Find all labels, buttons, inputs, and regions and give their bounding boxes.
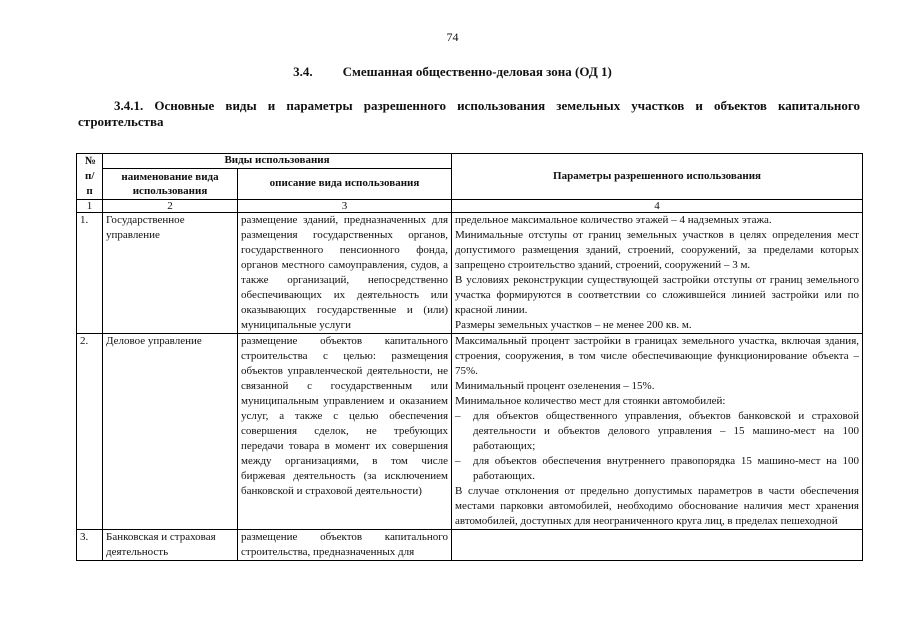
row-description: размещение зданий, предназначенных для размещения государственных органов, государственного пенсионного фонда, органов местного самоуправления, судов, а также организаций, непосредственно обеспечивающих их деятельность или оказывающих государственные и (или) муниципальные услуги — [238, 213, 452, 334]
param-text: предельное максимальное количество этажей – 4 надземных этажа. — [455, 214, 772, 226]
index-cell: 4 — [452, 200, 863, 213]
param-text: В случае отклонения от предельно допустимых параметров в части обеспечения местами парковки автомобилей, необходимо обоснование наличия мест хранения автомобилей, доступных для неограниченного круга лиц, в пределах пешеходной — [455, 485, 859, 527]
param-text: В условиях реконструкции существующей застройки отступы от границ земельного участка формируются в соответствии со сложившейся линией застройки или по красной линии. — [455, 274, 859, 316]
table-index-row — [77, 200, 863, 213]
row-name: Банковская и страховая деятельность — [103, 530, 238, 561]
row-description: размещение объектов капитального строительства с целью: размещения объектов управленческой деятельности, не связанной с государственным или муниципальным управлением и оказанием услуг, а также с целью обеспечения совершения сделок, не требующих передачи товара в момент их совершения между организациями, в том числе биржевая деятельность (за исключением банковской и страховой деятельности) — [238, 334, 452, 530]
permitted-use-table — [76, 153, 863, 561]
row-name: Государственное управление — [103, 213, 238, 334]
index-cell: 1 — [77, 200, 103, 213]
header-num: № п/п — [77, 154, 103, 200]
row-num: 1. — [77, 213, 103, 334]
param-list-text: для объектов общественного управления, объектов банковской и страховой деятельности и объектов делового управления – 15 машино-мест на 100 работающих; — [473, 410, 859, 452]
row-params — [452, 334, 863, 530]
table-row — [77, 213, 863, 334]
section-heading — [0, 64, 905, 80]
header-params: Параметры разрешенного использования — [452, 154, 863, 200]
header-uses-group: Виды использования — [103, 154, 452, 169]
row-description: размещение объектов капитального строительства, предназначенных для — [238, 530, 452, 561]
row-num: 2. — [77, 334, 103, 530]
table-row — [77, 530, 863, 561]
param-list-item — [455, 454, 859, 484]
row-params — [452, 213, 863, 334]
param-text: Минимальные отступы от границ земельных участков в целях определения мест допустимого размещения зданий, строений, сооружений, за пределами которых запрещено строительство зданий, строений, сооружений – 3 м. — [455, 229, 859, 271]
param-list-text: для объектов обеспечения внутреннего правопорядка 15 машино-мест на 100 работающих. — [473, 455, 859, 482]
param-text: Размеры земельных участков – не менее 200 кв. м. — [455, 319, 692, 331]
page-number: 74 — [446, 30, 459, 44]
param-list-item — [455, 409, 859, 454]
dash-marker: – — [455, 455, 461, 467]
header-description: описание вида использования — [238, 168, 452, 199]
param-text: Минимальный процент озеленения – 15%. — [455, 380, 655, 392]
param-text: Минимальное количество мест для стоянки автомобилей: — [455, 395, 726, 407]
section-number: 3.4. — [293, 64, 313, 79]
section-title: Смешанная общественно-деловая зона (ОД 1) — [342, 64, 612, 79]
header-name: наименование вида использования — [103, 168, 238, 199]
row-name: Деловое управление — [103, 334, 238, 530]
table-header-row — [77, 154, 863, 169]
dash-marker: – — [455, 410, 461, 422]
index-cell: 2 — [103, 200, 238, 213]
subsection-heading: 3.4.1. Основные виды и параметры разрешенного использования земельных участков и объектов капитального строительства — [78, 98, 860, 129]
param-text: Максимальный процент застройки в границах земельного участка, включая здания, строения, сооружения, в том числе обеспечивающие функционирование объекта – 75%. — [455, 335, 859, 377]
table-row — [77, 334, 863, 530]
row-num: 3. — [77, 530, 103, 561]
row-params — [452, 530, 863, 561]
index-cell: 3 — [238, 200, 452, 213]
